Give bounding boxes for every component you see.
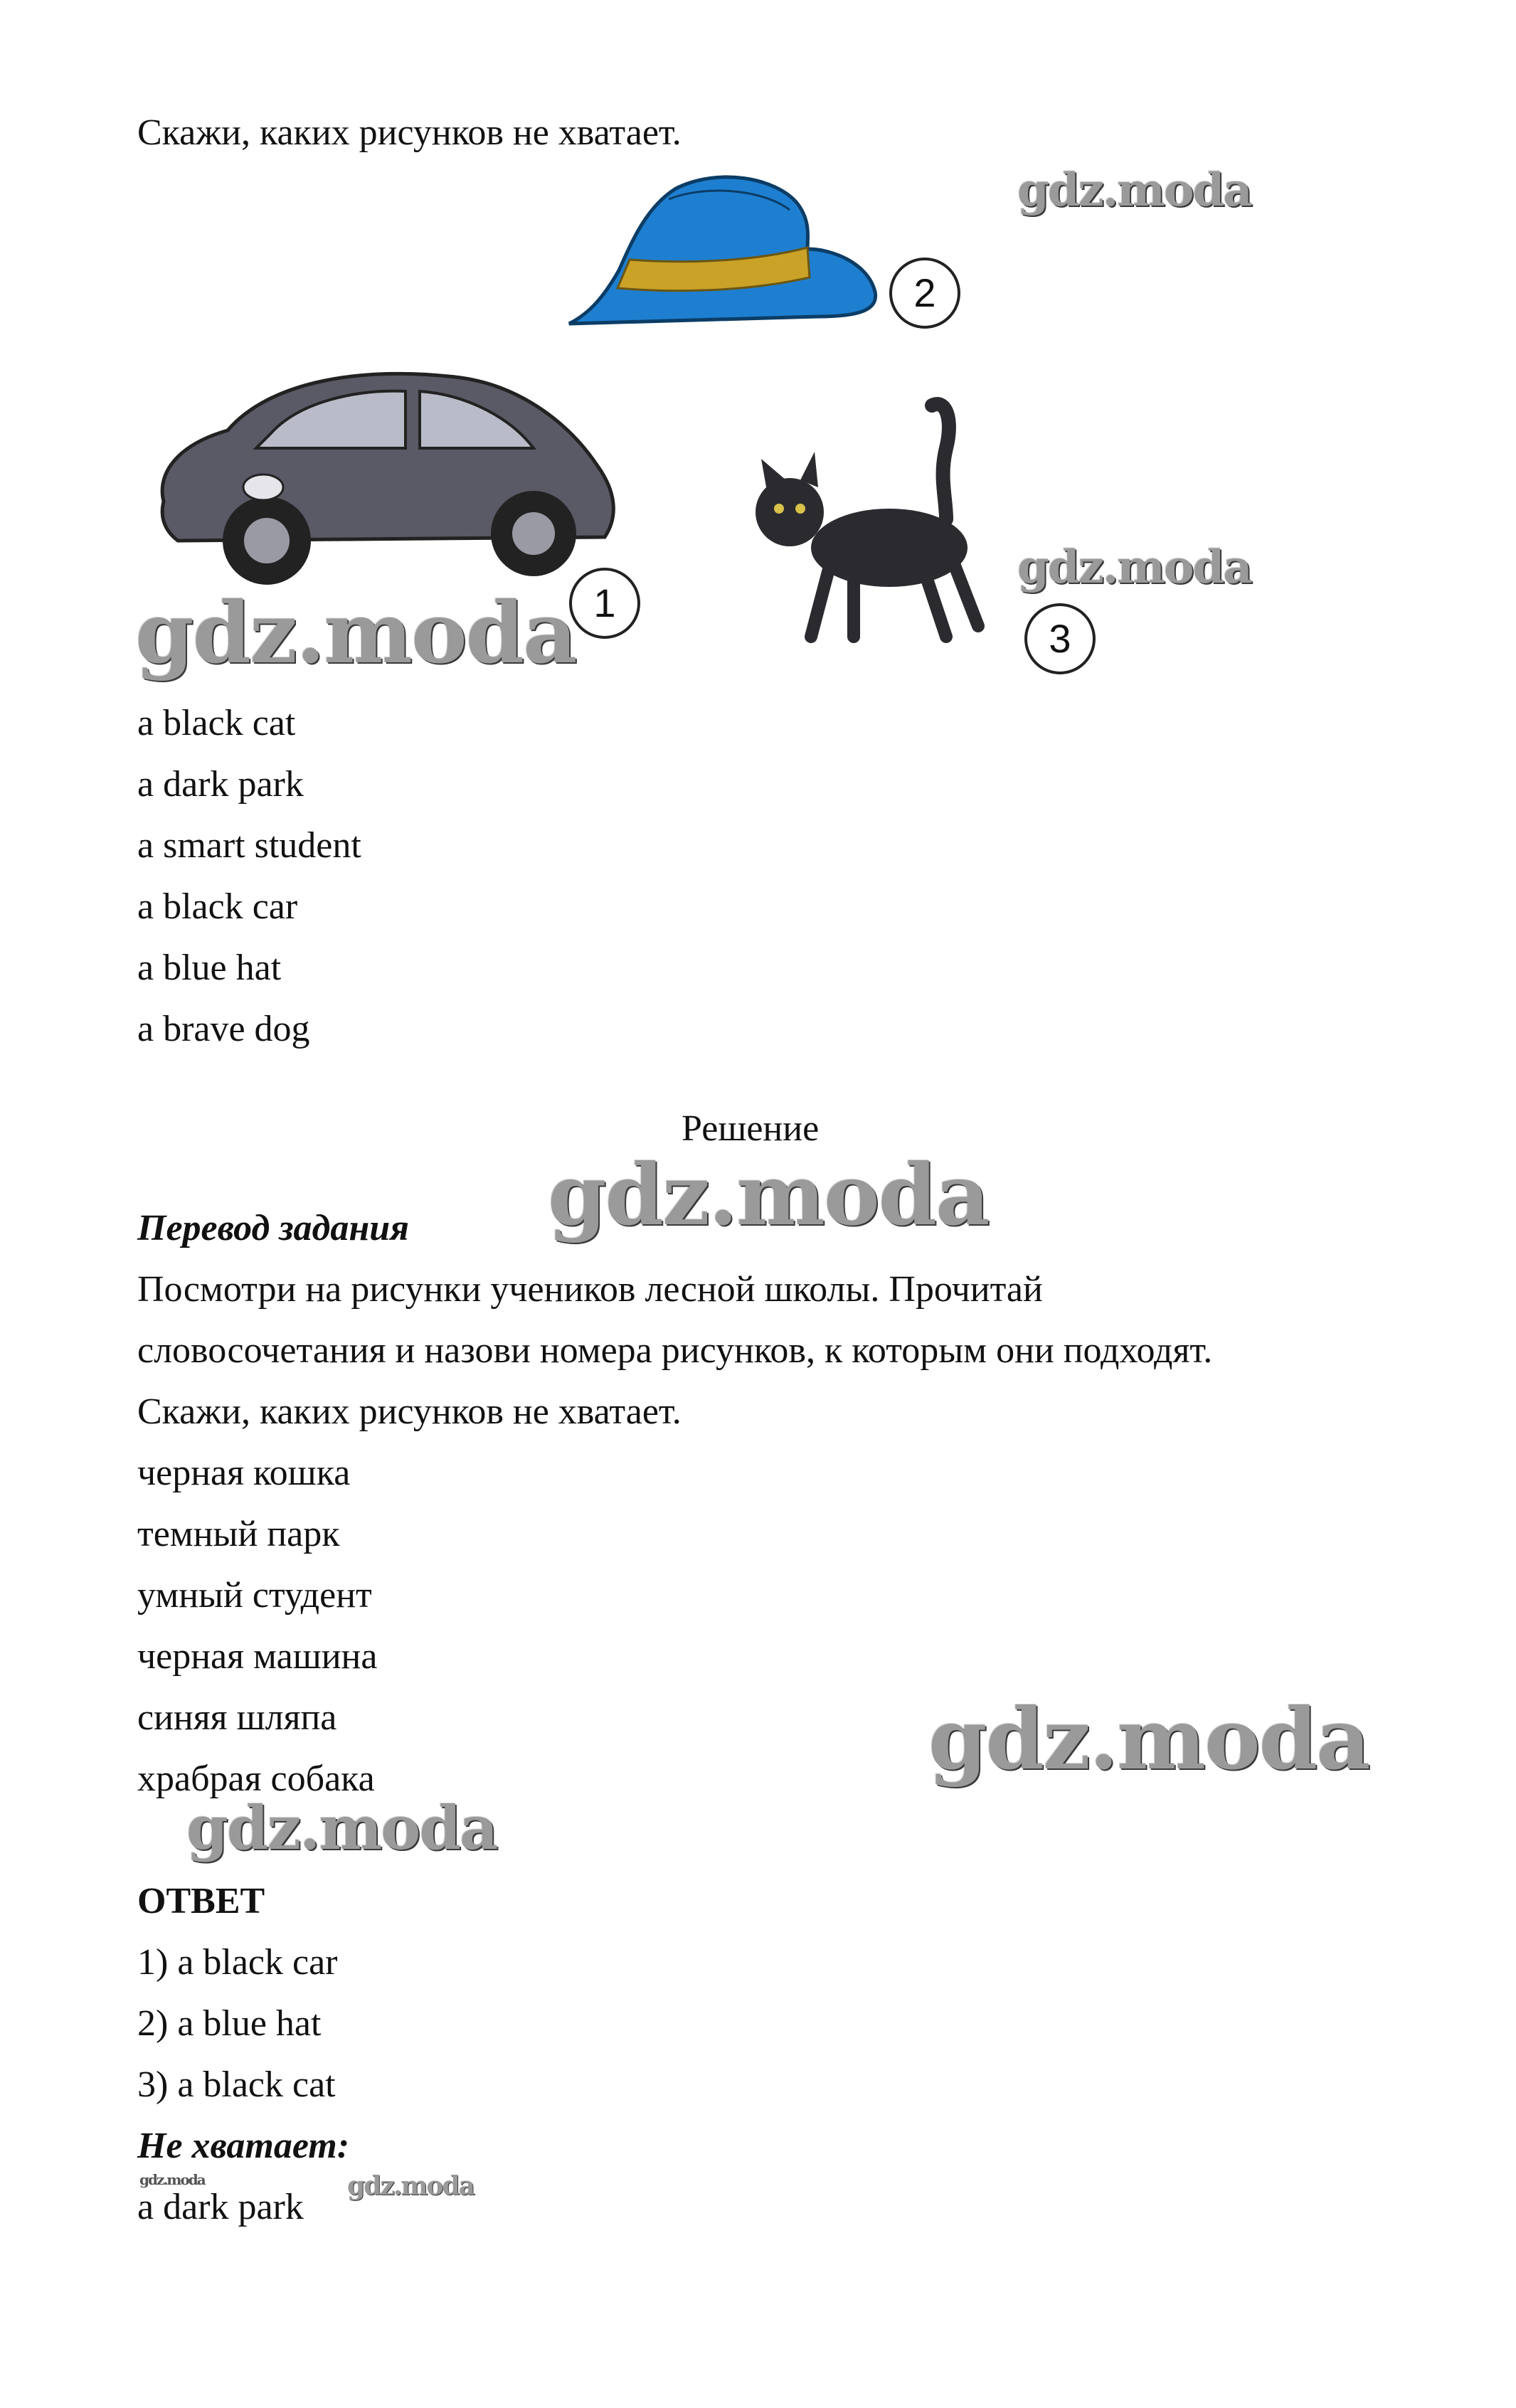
cat-icon bbox=[733, 391, 1017, 647]
phrase-ru: черная кошка bbox=[137, 1453, 351, 1493]
phrase-en: a black cat bbox=[137, 703, 296, 743]
watermark: gdz.moda bbox=[928, 1690, 1369, 1788]
missing-heading: Не хватает: bbox=[137, 2126, 350, 2166]
watermark: gdz.moda bbox=[139, 2171, 205, 2188]
watermark: gdz.moda bbox=[347, 2171, 474, 2201]
phrase-ru: умный студент bbox=[137, 1575, 372, 1616]
car-icon bbox=[149, 359, 626, 587]
phrase-en: a brave dog bbox=[137, 1009, 310, 1049]
phrase-ru: храбрая собака bbox=[137, 1759, 375, 1799]
watermark: gdz.moda bbox=[548, 1145, 989, 1244]
watermark: gdz.moda bbox=[135, 583, 576, 682]
answer-item: 1) a black car bbox=[137, 1942, 338, 1983]
phrase-en: a dark park bbox=[137, 764, 304, 805]
answer-item: 3) a black cat bbox=[137, 2064, 336, 2105]
phrase-en: a blue hat bbox=[137, 948, 282, 988]
translation-line: Посмотри на рисунки учеников лесной школы. Прочитай bbox=[137, 1269, 1043, 1310]
translation-line: Скажи, каких рисунков не хватает. bbox=[137, 1391, 682, 1432]
phrase-ru: черная машина bbox=[137, 1636, 378, 1677]
picture-number-2: 2 bbox=[889, 258, 960, 329]
watermark: gdz.moda bbox=[186, 1793, 497, 1863]
watermark: gdz.moda bbox=[1017, 164, 1251, 217]
phrase-ru: темный парк bbox=[137, 1514, 340, 1554]
answer-heading: ОТВЕТ bbox=[137, 1881, 265, 1921]
hat-icon bbox=[562, 171, 882, 334]
picture-number-1: 1 bbox=[569, 568, 640, 639]
missing-item: a dark park bbox=[137, 2187, 304, 2227]
translation-heading: Перевод задания bbox=[137, 1208, 409, 1248]
watermark: gdz.moda bbox=[1017, 541, 1251, 594]
answer-item: 2) a blue hat bbox=[137, 2003, 322, 2044]
phrase-ru: синяя шляпа bbox=[137, 1697, 337, 1738]
phrase-en: a black car bbox=[137, 886, 298, 927]
phrase-en: a smart student bbox=[137, 825, 361, 866]
picture-number-3: 3 bbox=[1024, 603, 1096, 674]
intro-line: Скажи, каких рисунков не хватает. bbox=[137, 112, 682, 153]
solution-heading: Решение bbox=[682, 1108, 820, 1149]
translation-line: словосочетания и назови номера рисунков, к которым они подходят. bbox=[137, 1330, 1213, 1371]
